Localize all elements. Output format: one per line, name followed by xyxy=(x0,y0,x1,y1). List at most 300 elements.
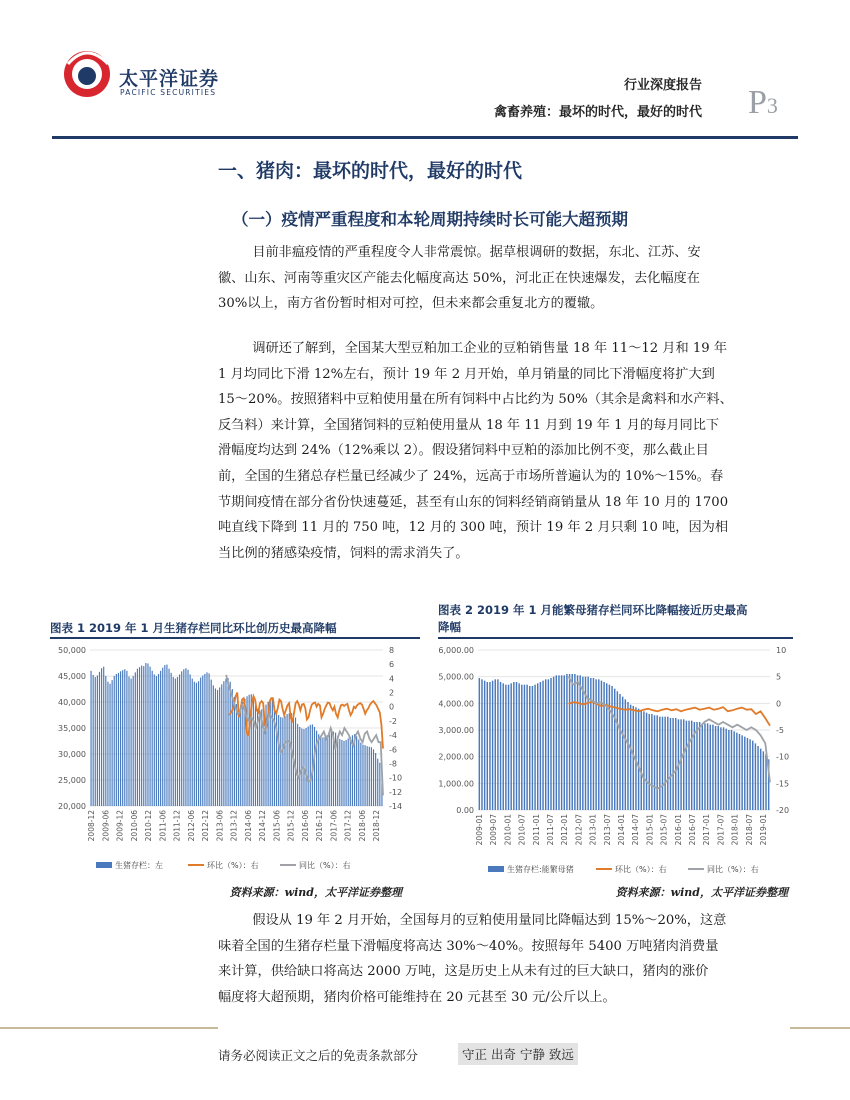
bar xyxy=(606,683,607,810)
logo-en: PACIFIC SECURITIES xyxy=(120,88,217,97)
bar xyxy=(763,751,764,810)
bar xyxy=(537,683,538,810)
bar xyxy=(219,687,220,806)
paragraph-line: 目前非瘟疫情的严重程度令人非常震惊。据草根调研的数据，东北、江苏、安 xyxy=(252,245,701,260)
header-rule xyxy=(52,136,798,139)
x-tick-label: 2012-06 xyxy=(186,810,196,842)
bar xyxy=(672,718,673,810)
paragraph-line: 节期间疫情在部分省份快速蔓延，甚至有山东的饲料经销商销量从 18 年 10 月的 1700 xyxy=(218,494,729,510)
bar xyxy=(116,674,117,806)
x-tick-label: 2010-06 xyxy=(129,810,139,842)
x-tick-label: 2011-07 xyxy=(546,814,555,846)
left-tick-label: 5,000.00 xyxy=(438,672,474,682)
bar xyxy=(215,688,216,806)
bar xyxy=(526,685,527,810)
logo-cn: 太平洋证券 xyxy=(119,68,220,90)
figure1-source: 资料来源：wind，太平洋证券整理 xyxy=(229,886,402,899)
bar xyxy=(699,722,700,810)
bar xyxy=(741,735,742,810)
bar xyxy=(704,723,705,810)
bar xyxy=(171,673,172,806)
bar xyxy=(95,677,96,806)
legend-label: 生猪存栏:能繁母猪 xyxy=(507,865,574,874)
bar xyxy=(712,725,713,810)
bar xyxy=(500,682,501,810)
bar xyxy=(564,675,565,810)
x-tick-label: 2012-12 xyxy=(201,810,210,842)
bar xyxy=(101,668,102,806)
bar xyxy=(656,715,657,810)
bar xyxy=(230,682,231,806)
left-tick-label: 4,000.00 xyxy=(438,699,474,709)
bar xyxy=(691,721,692,810)
x-tick-label: 2009-01 xyxy=(475,814,484,846)
bar xyxy=(702,723,703,810)
x-tick-label: 2012-07 xyxy=(574,814,584,846)
bar xyxy=(707,723,708,810)
bar xyxy=(757,746,758,810)
bar xyxy=(497,679,498,810)
paragraph-2 xyxy=(218,336,790,566)
right-tick-label: -2 xyxy=(389,716,397,726)
x-tick-label: 2010-01 xyxy=(503,814,513,846)
x-tick-label: 2016-01 xyxy=(673,814,683,846)
bar xyxy=(147,664,148,806)
bar xyxy=(558,675,559,810)
x-tick-label: 2011-01 xyxy=(531,814,541,846)
paragraph-line: 调研还了解到，全国某大型豆粕加工企业的豆粕销售量 18 年 11～12 月和 19 年 xyxy=(252,341,728,356)
bar xyxy=(675,718,676,810)
paragraph-line: 反刍料）来计算，全国猪饲料的豆粕使用量从 18 年 11 月到 19 年 1 月的每月同比下 xyxy=(218,417,720,433)
bar xyxy=(595,679,596,810)
bar xyxy=(489,682,490,810)
bar xyxy=(360,743,361,806)
paragraph-line: 吨直线下降到 11 月的 750 吨，12 月的 300 吨，预计 19 年 2 月只剩 10 吨，因为相 xyxy=(218,520,729,536)
bar xyxy=(516,682,517,810)
page-num: 3 xyxy=(766,93,778,118)
left-tick-label: 20,000 xyxy=(58,802,86,811)
bar xyxy=(481,679,482,810)
bar xyxy=(369,747,370,806)
figure2-caption-line1: 图表 2 2019 年 1 月能繁母猪存栏同环比降幅接近历史最高 xyxy=(438,603,748,617)
bar xyxy=(227,678,228,806)
bar xyxy=(659,717,660,810)
bar xyxy=(301,729,302,806)
x-tick-label: 2015-06 xyxy=(272,810,282,842)
bar xyxy=(284,716,285,806)
bar xyxy=(601,681,602,810)
paragraph-line: 当比例的猪感染疫情，饲料的需求消失了。 xyxy=(218,545,469,561)
bar xyxy=(177,677,178,806)
bar xyxy=(213,685,214,806)
bar xyxy=(107,682,108,806)
bar xyxy=(265,705,266,806)
bar xyxy=(291,713,292,806)
bar xyxy=(99,672,100,806)
left-tick-label: 3,000.00 xyxy=(438,726,474,735)
bar xyxy=(664,717,665,810)
bar xyxy=(141,666,142,806)
left-tick-label: 45,000 xyxy=(58,672,86,681)
bar xyxy=(90,671,91,806)
bar xyxy=(617,691,618,810)
x-tick-label: 2010-12 xyxy=(144,810,153,842)
right-tick-label: -5 xyxy=(776,726,784,735)
bar xyxy=(505,685,506,810)
bar xyxy=(289,713,290,806)
bar xyxy=(479,678,480,810)
x-tick-label: 2017-01 xyxy=(702,814,712,846)
x-tick-label: 2012-01 xyxy=(560,814,570,846)
bar xyxy=(662,717,663,810)
legend-label: 环比（%）：右 xyxy=(207,861,259,870)
bar xyxy=(371,747,372,806)
right-tick-label: -12 xyxy=(389,787,403,797)
bar xyxy=(280,717,281,806)
bar xyxy=(126,671,127,806)
bar xyxy=(696,722,697,810)
paragraph-3 xyxy=(218,908,790,1010)
bar xyxy=(362,745,363,806)
bar xyxy=(259,710,260,806)
page-prefix: P xyxy=(748,84,767,121)
bar xyxy=(329,734,330,806)
bar xyxy=(590,678,591,810)
bar xyxy=(484,681,485,810)
x-tick-label: 2016-07 xyxy=(688,814,697,846)
x-tick-label: 2017-06 xyxy=(329,810,339,842)
bar xyxy=(550,678,551,810)
subsection-heading: （一）疫情严重程度和本轮周期持续时长可能大超预期 xyxy=(232,210,628,229)
legend-label: 同比（%）：右 xyxy=(707,865,759,874)
bar xyxy=(579,675,580,810)
report-subtitle: 禽畜养殖：最坏的时代，最好的时代 xyxy=(493,105,702,120)
bar xyxy=(327,735,328,806)
paragraph-line: 假设从 19 年 2 月开始，全国每月的豆粕使用量同比降幅达到 15%～20%，这意 xyxy=(252,913,727,928)
bar xyxy=(534,685,535,810)
bar xyxy=(755,743,756,810)
right-tick-label: -8 xyxy=(389,759,397,769)
x-tick-label: 2014-07 xyxy=(631,814,641,846)
page-number xyxy=(748,84,778,122)
bar xyxy=(744,737,745,810)
bar xyxy=(158,674,159,806)
bar xyxy=(297,724,298,806)
bar xyxy=(204,674,205,806)
bar xyxy=(603,682,604,810)
legend-label: 同比（%）：右 xyxy=(299,861,351,870)
bar xyxy=(194,682,195,806)
bar xyxy=(731,730,732,810)
right-tick-label: 10 xyxy=(776,646,787,655)
paragraph-line: 味着全国的生猪存栏量下滑幅度将高达 30%～40%。按照每年 5400 万吨猪肉消费量 xyxy=(218,938,719,954)
bar xyxy=(510,683,511,810)
footer-motto: 守正 出奇 宁静 致远 xyxy=(458,1043,578,1065)
bar xyxy=(492,681,493,810)
x-tick-label: 2009-12 xyxy=(115,810,125,842)
bar xyxy=(183,669,184,806)
bar xyxy=(198,681,199,806)
right-tick-label: 0 xyxy=(776,699,782,709)
right-tick-label: 0 xyxy=(389,702,395,712)
bar xyxy=(524,685,525,810)
bar xyxy=(609,685,610,810)
right-tick-label: 5 xyxy=(776,672,782,682)
x-tick-label: 2008-12 xyxy=(87,810,96,842)
bar xyxy=(234,697,235,806)
bar xyxy=(249,695,250,806)
bar xyxy=(638,709,639,810)
paragraph-line: 前，全国的生猪总存栏量已经减少了 24%，远高于市场所普遍认为的 10%～15%。春 xyxy=(218,468,724,484)
bar xyxy=(739,734,740,810)
bar xyxy=(630,705,631,810)
right-tick-label: -10 xyxy=(776,752,790,762)
bar xyxy=(348,738,349,806)
bar xyxy=(314,727,315,806)
bar xyxy=(128,677,129,806)
bar xyxy=(502,683,503,810)
bar xyxy=(611,686,612,810)
footer-rule-right xyxy=(790,1027,850,1029)
x-tick-label: 2011-06 xyxy=(158,810,168,842)
left-tick-label: 35,000 xyxy=(58,724,86,733)
bar xyxy=(341,740,342,806)
bar xyxy=(654,715,655,810)
bar xyxy=(688,721,689,810)
bar xyxy=(339,739,340,806)
bar xyxy=(556,675,557,810)
bar xyxy=(670,718,671,810)
x-tick-label: 2010-07 xyxy=(517,814,527,846)
bar xyxy=(164,665,165,806)
left-tick-label: 2,000.00 xyxy=(438,752,474,762)
paragraph-line: 1 月均同比下滑 12%左右，预计 19 年 2 月开始，单月销量的同比下滑幅度将扩大到 xyxy=(218,366,715,382)
figure2-chart xyxy=(438,640,793,875)
x-tick-label: 2019-01 xyxy=(759,814,768,846)
bar xyxy=(736,733,737,810)
legend-swatch xyxy=(488,866,504,872)
bar xyxy=(118,673,119,806)
bar xyxy=(718,726,719,810)
x-tick-label: 2018-01 xyxy=(730,814,740,846)
bar xyxy=(225,679,226,806)
bar xyxy=(253,699,254,806)
bar xyxy=(272,699,273,806)
bar xyxy=(202,675,203,806)
bar xyxy=(143,666,144,806)
x-tick-label: 2018-12 xyxy=(372,810,381,842)
bar xyxy=(105,676,106,806)
bar xyxy=(114,676,115,806)
figure1-chart xyxy=(50,640,420,875)
bar xyxy=(760,749,761,810)
bar xyxy=(358,739,359,806)
bar xyxy=(112,680,113,806)
bar xyxy=(223,681,224,806)
x-tick-label: 2013-06 xyxy=(215,810,225,842)
bar xyxy=(540,682,541,810)
bar xyxy=(175,679,176,806)
x-tick-label: 2015-01 xyxy=(645,814,655,846)
x-tick-label: 2014-01 xyxy=(617,814,626,846)
bar xyxy=(723,727,724,810)
bar xyxy=(356,736,357,806)
right-tick-label: -10 xyxy=(389,773,403,783)
bar xyxy=(168,669,169,806)
x-tick-label: 2013-01 xyxy=(588,814,598,846)
x-tick-label: 2017-12 xyxy=(343,810,353,842)
bar xyxy=(282,718,283,806)
bar xyxy=(310,725,311,806)
bar xyxy=(103,667,104,806)
bar xyxy=(582,677,583,810)
paragraph-1 xyxy=(218,240,790,317)
bar xyxy=(521,685,522,810)
bar xyxy=(131,679,132,806)
bar xyxy=(242,702,243,806)
bar xyxy=(375,753,376,806)
bar xyxy=(346,740,347,806)
left-tick-label: 1,000.00 xyxy=(438,779,474,789)
bar xyxy=(221,684,222,806)
x-tick-label: 2016-12 xyxy=(315,810,324,842)
bar xyxy=(627,702,628,810)
bar xyxy=(181,671,182,806)
bar xyxy=(593,678,594,810)
bar xyxy=(240,705,241,806)
bar xyxy=(377,759,378,806)
bar xyxy=(365,745,366,806)
bar xyxy=(566,674,567,810)
x-tick-label: 2013-12 xyxy=(229,810,239,842)
paragraph-line: 来计算，供给缺口将高达 2000 万吨，这是历史上从未有过的巨大缺口，猪肉的涨价 xyxy=(218,964,709,980)
bar xyxy=(255,706,256,806)
paragraph-line: 15～20%。按照猪料中豆粕使用量在所有饲料中占比约为 50%（其余是禽料和水产料、 xyxy=(218,392,733,408)
bar xyxy=(518,683,519,810)
bar xyxy=(710,725,711,810)
bar xyxy=(641,710,642,810)
bar xyxy=(646,713,647,810)
left-tick-label: 25,000 xyxy=(58,776,86,785)
footer-rule-left xyxy=(0,1027,218,1029)
bar xyxy=(299,727,300,806)
bar xyxy=(495,679,496,810)
bar xyxy=(720,727,721,810)
legend-swatch xyxy=(96,862,112,868)
bar xyxy=(715,726,716,810)
x-tick-label: 2014-12 xyxy=(258,810,267,842)
x-tick-label: 2017-07 xyxy=(716,814,726,846)
left-tick-label: 50,000 xyxy=(58,646,86,655)
bar xyxy=(643,711,644,810)
left-tick-label: 0.00 xyxy=(456,806,474,815)
bar xyxy=(152,671,153,806)
bar xyxy=(683,719,684,810)
right-tick-label: -14 xyxy=(389,802,403,811)
bar xyxy=(217,690,218,806)
x-tick-label: 2016-06 xyxy=(300,810,310,842)
right-tick-label: -6 xyxy=(389,745,397,755)
bar xyxy=(532,686,533,810)
figure1-caption: 图表 1 2019 年 1 月生猪存栏同比环比创历史最高降幅 xyxy=(50,621,337,635)
x-tick-label: 2009-07 xyxy=(489,814,499,846)
bar xyxy=(206,672,207,806)
paragraph-line: 30%以上，南方省份暂时相对可控，但未来都会重复北方的覆辙。 xyxy=(218,296,604,312)
x-tick-label: 2018-06 xyxy=(357,810,367,842)
bar xyxy=(109,684,110,806)
bar xyxy=(211,680,212,806)
figure2-caption-line2: 降幅 xyxy=(438,620,461,634)
bar xyxy=(318,734,319,806)
bar xyxy=(97,675,98,806)
bar xyxy=(542,681,543,810)
report-type: 行业深度报告 xyxy=(623,78,702,93)
right-tick-label: -15 xyxy=(776,779,790,789)
bar xyxy=(648,714,649,810)
bar xyxy=(162,668,163,806)
bar xyxy=(728,730,729,810)
x-tick-label: 2009-06 xyxy=(101,810,111,842)
bar xyxy=(133,676,134,806)
right-tick-label: 6 xyxy=(389,660,395,670)
bar xyxy=(166,665,167,806)
bar xyxy=(137,669,138,806)
bar xyxy=(548,679,549,810)
bar xyxy=(587,677,588,810)
bar xyxy=(236,704,237,806)
bar xyxy=(156,676,157,806)
footer-disclaimer: 请务必阅读正文之后的免责条款部分 xyxy=(218,1048,419,1063)
bar xyxy=(185,668,186,806)
bar xyxy=(569,674,570,810)
bar xyxy=(343,741,344,806)
bar xyxy=(508,685,509,810)
bar xyxy=(322,737,323,806)
bar xyxy=(529,686,530,810)
bar xyxy=(200,678,201,806)
bar xyxy=(135,672,136,806)
x-tick-label: 2015-12 xyxy=(286,810,296,842)
right-tick-label: -4 xyxy=(389,731,397,741)
bar xyxy=(680,719,681,810)
figure2-source: 资料来源：wind，太平洋证券整理 xyxy=(615,886,788,899)
bar xyxy=(209,673,210,806)
bar xyxy=(765,754,766,810)
bar xyxy=(337,736,338,806)
paragraph-line: 滑幅度均达到 24%（12%乘以 2）。假设猪饲料中豆粕的添加比例不变，那么截止目 xyxy=(218,443,709,459)
bar xyxy=(139,667,140,806)
bar xyxy=(577,675,578,810)
bar xyxy=(367,746,368,806)
bar xyxy=(295,718,296,806)
bar xyxy=(622,697,623,810)
bar xyxy=(160,671,161,806)
logo-blue-dot xyxy=(78,67,96,85)
legend-label: 环比（%）：右 xyxy=(615,865,667,874)
bar xyxy=(190,674,191,806)
bar xyxy=(238,707,239,806)
x-tick-label: 2014-06 xyxy=(243,810,253,842)
bar xyxy=(487,682,488,810)
bar xyxy=(725,729,726,810)
bar xyxy=(686,721,687,810)
bar xyxy=(553,677,554,810)
left-tick-label: 30,000 xyxy=(58,750,86,759)
bar xyxy=(246,696,247,806)
bar xyxy=(733,731,734,810)
bar xyxy=(373,749,374,806)
bar xyxy=(308,726,309,806)
